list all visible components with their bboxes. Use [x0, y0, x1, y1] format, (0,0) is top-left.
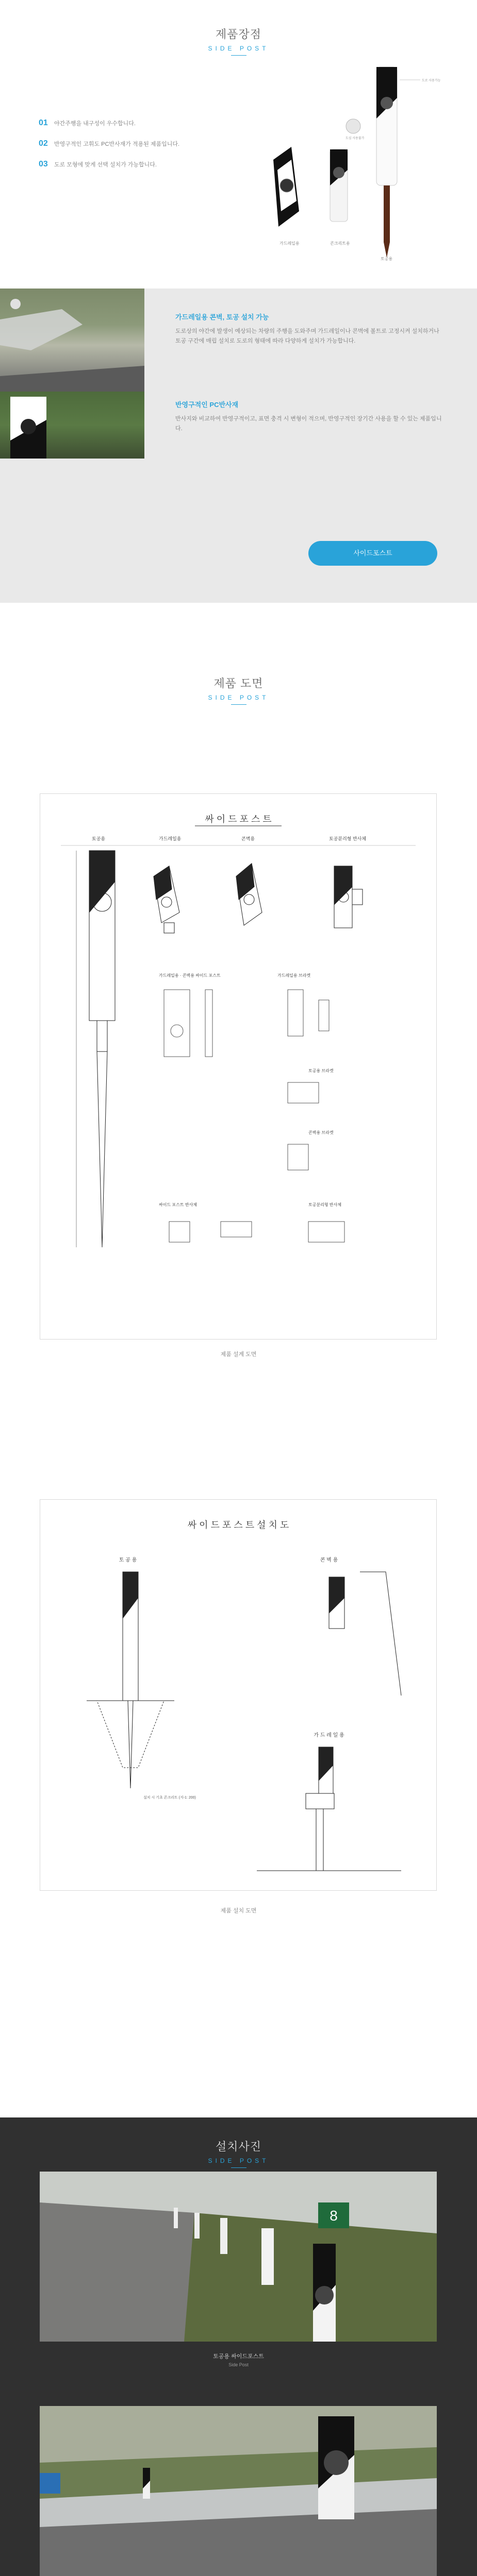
install-note: 설치 시 기초 콘크리트 (지-1: 200): [143, 1796, 196, 1800]
drawing-caption: 제품 설치 도면: [220, 1908, 257, 1914]
install-label: 토 공 용: [119, 1557, 137, 1563]
roadside-photo: [0, 392, 144, 459]
label-guardrail: 가드레일용: [279, 241, 300, 246]
drawing-title: 싸 이 드 포 스 트 설 치 도: [187, 1520, 289, 1530]
view-label: 가드레일용: [159, 836, 182, 841]
post-earthwork: [376, 67, 397, 258]
close-up-photo: [0, 289, 144, 392]
concrete-install-drawing: [329, 1572, 401, 1696]
photo-caption-title: 토공용 싸이드포스트: [213, 2353, 264, 2360]
feature-item: [39, 139, 235, 148]
feature-number: 01: [39, 118, 48, 127]
title-divider: [231, 2167, 246, 2168]
photo-caption: [0, 2352, 477, 2367]
earthwork-post-drawing: [76, 851, 115, 1247]
photo-caption-sub: Side Post: [228, 2362, 249, 2367]
feature-text: 야간주행을 내구성이 우수합니다.: [54, 121, 136, 127]
product-features-section: [0, 0, 477, 289]
section-subtitle: SIDE POST: [208, 694, 269, 701]
title-divider: [231, 704, 246, 705]
post-guardrail: [273, 147, 299, 227]
feature-text: 도로 모형에 맞게 선택 설치가 가능합니다.: [54, 162, 157, 168]
install-photo-earthwork: [40, 2172, 437, 2342]
photo-column: [0, 289, 144, 459]
badge-text: 도심 사용불가: [346, 137, 365, 140]
drawings-section: [0, 654, 477, 1422]
sub-drawing-label: 콘벽용 브라켓: [308, 1130, 334, 1135]
detail-block-reflector: [175, 399, 443, 433]
label-earthwork: 토공용: [381, 257, 393, 261]
product-details-section: [0, 289, 477, 603]
title-divider: [231, 55, 246, 56]
concrete-post-drawing: [236, 863, 262, 925]
feature-list: [39, 118, 235, 180]
feature-number: 03: [39, 160, 48, 168]
view-label: 토공용: [92, 836, 106, 841]
section-header: [0, 675, 477, 705]
feature-item: [39, 118, 235, 128]
badge-top-text: 도로 사용가능: [422, 79, 441, 82]
install-photo-guardrail: [40, 2406, 437, 2576]
sub-drawing-label: 토공분리형 반사체: [308, 1202, 342, 1207]
section-title: 설치사진: [215, 2140, 261, 2153]
sub-drawing-label: 가드레일용 · 콘벽용 싸이드 포스트: [159, 973, 221, 978]
drawing-title: 싸 이 드 포 스 트: [205, 814, 272, 824]
section-subtitle: SIDE POST: [208, 45, 269, 52]
detail-text: 반사지와 비교하여 반영구적이고, 표면 충격 시 변형이 적으며, 반영구적인 장기간 사용을 할 수 있는 제품입니다.: [175, 416, 442, 432]
install-label: 콘 벽 용: [320, 1557, 338, 1563]
guardrail-post-drawing: [154, 866, 179, 933]
section-title: 제품 도면: [213, 677, 264, 690]
feature-item: [39, 160, 235, 169]
detail-text: 도로상의 야간에 발생이 예상되는 차량의 주행을 도와주며 가드레일이나 콘벽에 볼트로 고정시켜 설치하거나 토공 구간에 매립 설치로 도로의 형태에 따라 다양하게 설치가 가능합니다.: [175, 328, 439, 344]
post-concrete: [330, 149, 348, 222]
sub-drawing-label: 싸이드 포스트 반사체: [159, 1202, 197, 1207]
view-label: 콘벽용: [241, 836, 255, 841]
detail-block-install: [175, 312, 443, 346]
sub-drawing-label: 가드레일용 브라켓: [277, 973, 311, 978]
section-subtitle: SIDE POST: [208, 2157, 269, 2164]
route-sign-number: 8: [330, 2208, 338, 2224]
detail-heading: 가드레일용 콘벽, 토공 설치 가능: [175, 313, 269, 321]
installation-drawing: [40, 1499, 437, 1891]
section-header: [0, 2138, 477, 2168]
earthwork-install-drawing: [87, 1572, 174, 1788]
section-header: [0, 26, 477, 56]
feature-number: 02: [39, 139, 48, 148]
feature-text: 반영구적인 고휘도 PC반사재가 적용된 제품입니다.: [54, 141, 180, 147]
label-concrete: 콘크리트용: [330, 241, 350, 246]
drawing-caption: 제품 설계 도면: [220, 1351, 257, 1358]
installation-drawing-section: [0, 1494, 477, 2009]
product-lineup-graphic: [248, 57, 443, 263]
sub-drawing-label: 토공용 브라켓: [308, 1069, 334, 1073]
view-label: 토공분리형 반사체: [329, 836, 367, 841]
separate-reflector-drawing: [334, 866, 363, 928]
install-label: 가 드 레 일 용: [314, 1733, 344, 1738]
section-title: 제품장점: [215, 28, 261, 41]
guardrail-install-drawing: [257, 1747, 401, 1871]
detail-heading: 반영구적인 PC반사재: [175, 401, 239, 409]
side-post-button[interactable]: 사이드포스트: [308, 541, 437, 566]
installation-photos-section: [0, 2117, 477, 2576]
design-drawing: [40, 793, 437, 1340]
